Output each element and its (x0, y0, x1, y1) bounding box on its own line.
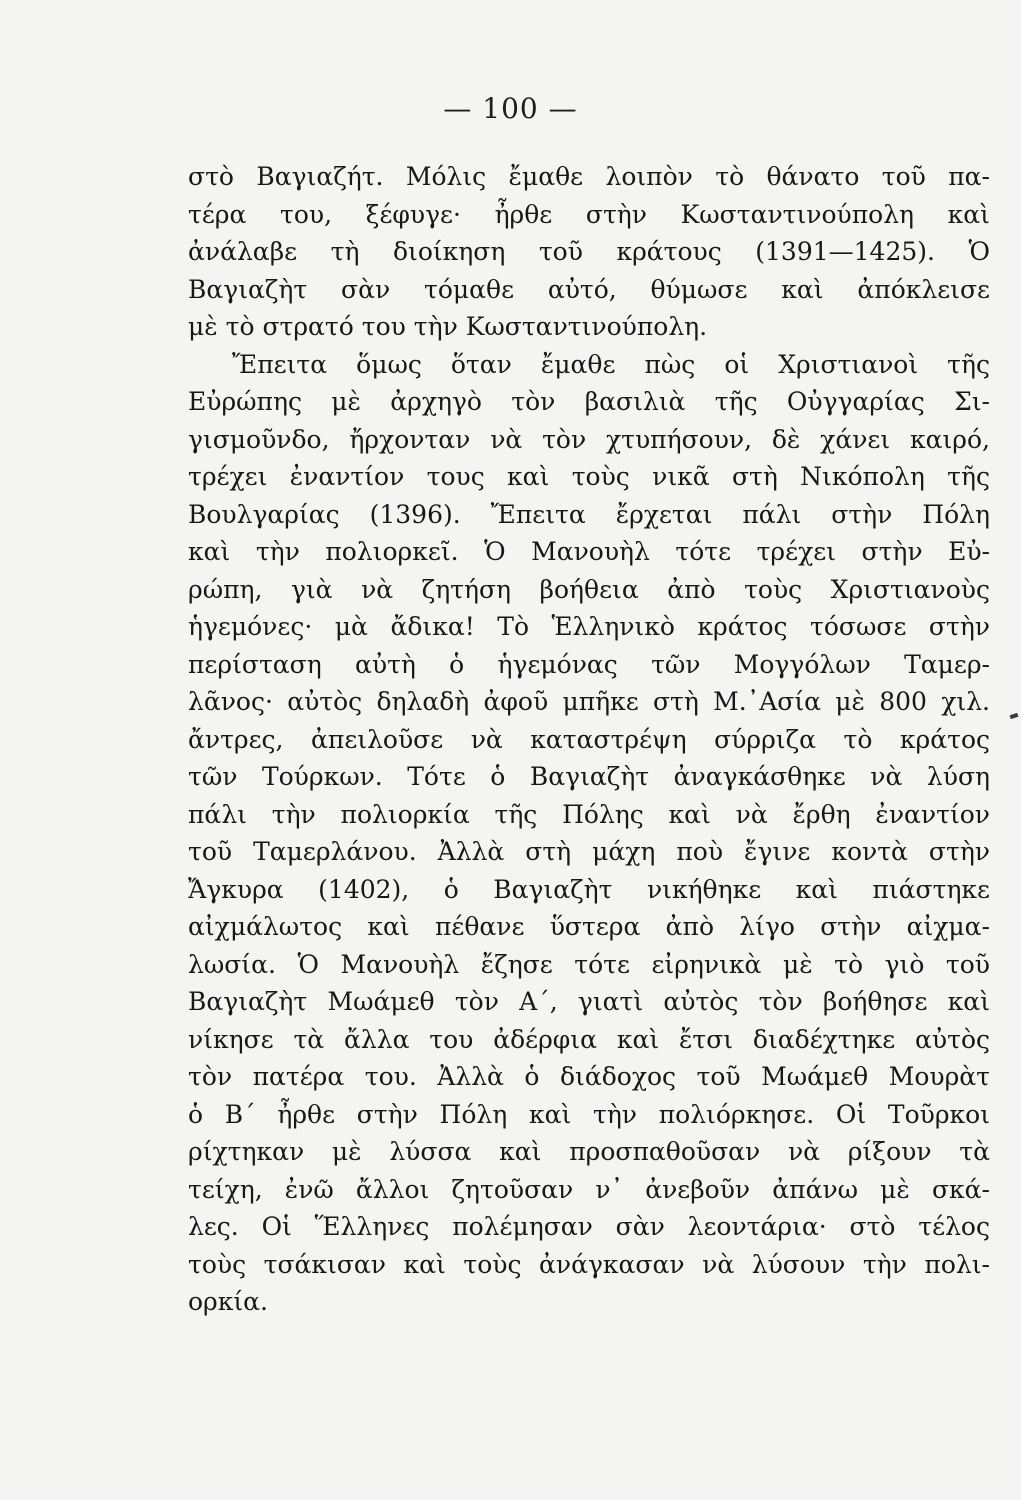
text-line: Βαγιαζὴτ Μωάμεθ τὸν Α΄, γιατὶ αὐτὸς τὸν βοήθησε καὶ (188, 987, 990, 1016)
text-line: Βαγιαζὴτ σὰν τόμαθε αὐτό, θύμωσε καὶ ἀπόκλεισε (188, 274, 990, 304)
text-line: λωσία. Ὁ Μανουὴλ ἔζησε τότε εἰρηνικὰ μὲ τὸ γιὸ τοῦ (188, 949, 990, 979)
text-line: ἄντρες, ἀπειλοῦσε νὰ καταστρέψη σύρριζα τὸ κράτος (188, 724, 990, 754)
text-line: Ἔπειτα ὅμως ὅταν ἔμαθε πὼς οἱ Χριστιανοὶ τῆς (232, 349, 990, 379)
text-line: ρώπη, γιὰ νὰ ζητήση βοήθεια ἀπὸ τοὺς Χριστιανοὺς (188, 574, 990, 604)
text-line: τρέχει ἐναντίον τους καὶ τοὺς νικᾶ στὴ Νικόπολη τῆς (188, 462, 990, 491)
text-line: τοῦ Ταμερλάνου. Ἀλλὰ στὴ μάχη ποὺ ἔγινε κοντὰ στὴν (188, 837, 990, 866)
text-line: ορκία. (188, 1287, 269, 1316)
text-line: στὸ Βαγιαζήτ. Μόλις ἔμαθε λοιπὸν τὸ θάνατο τοῦ πα- (188, 162, 990, 191)
text-line: τὸν πατέρα του. Ἀλλὰ ὁ διάδοχος τοῦ Μωάμεθ Μουρὰτ (188, 1062, 990, 1091)
margin-mark (1010, 713, 1019, 719)
text-line: τοὺς τσάκισαν καὶ τοὺς ἀνάγκασαν νὰ λύσουν τὴν πολι- (188, 1249, 990, 1279)
text-line: Εὐρώπης μὲ ἀρχηγὸ τὸν βασιλιὰ τῆς Οὐγγαρίας Σι- (188, 387, 990, 416)
text-line: μὲ τὸ στρατό του τὴν Κωσταντινούπολη. (188, 312, 708, 341)
text-line: αἰχμάλωτος καὶ πέθανε ὕστερα ἀπὸ λίγο στὴν αἰχμα- (188, 912, 990, 941)
text-line: γισμοῦνδο, ἤρχονταν νὰ τὸν χτυπήσουν, δὲ χάνει καιρό, (188, 424, 990, 454)
text-line: τείχη, ἐνῶ ἄλλοι ζητοῦσαν ν᾿ ἀνεβοῦν ἀπάνω μὲ σκά- (188, 1174, 990, 1204)
text-line: λες. Οἱ Ἕλληνες πολέμησαν σὰν λεοντάρια· στὸ τέλος (188, 1212, 990, 1241)
text-line: καὶ τὴν πολιορκεῖ. Ὁ Μανουὴλ τότε τρέχει στὴν Εὐ- (188, 537, 990, 566)
text-line: περίσταση αὐτὴ ὁ ἡγεμόνας τῶν Μογγόλων Ταμερ- (188, 649, 990, 679)
text-line: τέρα του, ξέφυγε· ἦρθε στὴν Κωσταντινούπολη καὶ (188, 199, 990, 229)
text-line: πάλι τὴν πολιορκία τῆς Πόλης καὶ νὰ ἔρθη ἐναντίον (188, 799, 990, 829)
text-line: ἀνάλαβε τὴ διοίκηση τοῦ κράτους (1391—1425). Ὁ (188, 237, 990, 266)
text-line: ρίχτηκαν μὲ λύσσα καὶ προσπαθοῦσαν νὰ ρίξουν τὰ (188, 1137, 990, 1166)
text-line: Ἄγκυρα (1402), ὁ Βαγιαζὴτ νικήθηκε καὶ πιάστηκε (188, 874, 990, 904)
body-text (188, 158, 990, 1321)
text-line: ὁ Β΄ ἦρθε στὴν Πόλη καὶ τὴν πολιόρκησε. Οἱ Τοῦρκοι (188, 1099, 990, 1129)
text-line: νίκησε τὰ ἄλλα του ἀδέρφια καὶ ἔτσι διαδέχτηκε αὐτὸς (188, 1024, 990, 1054)
text-line: ἡγεμόνες· μὰ ἄδικα! Τὸ Ἑλληνικὸ κράτος τόσωσε στὴν (188, 612, 990, 641)
page-number: — 100 — (443, 92, 578, 125)
text-line: τῶν Τούρκων. Τότε ὁ Βαγιαζὴτ ἀναγκάσθηκε νὰ λύση (188, 762, 990, 791)
text-line: Βουλγαρίας (1396). Ἔπειτα ἔρχεται πάλι στὴν Πόλη (188, 499, 990, 529)
text-line: λᾶνος· αὐτὸς δηλαδὴ ἀφοῦ μπῆκε στὴ Μ.᾿Ασία μὲ 800 χιλ. (188, 687, 990, 716)
